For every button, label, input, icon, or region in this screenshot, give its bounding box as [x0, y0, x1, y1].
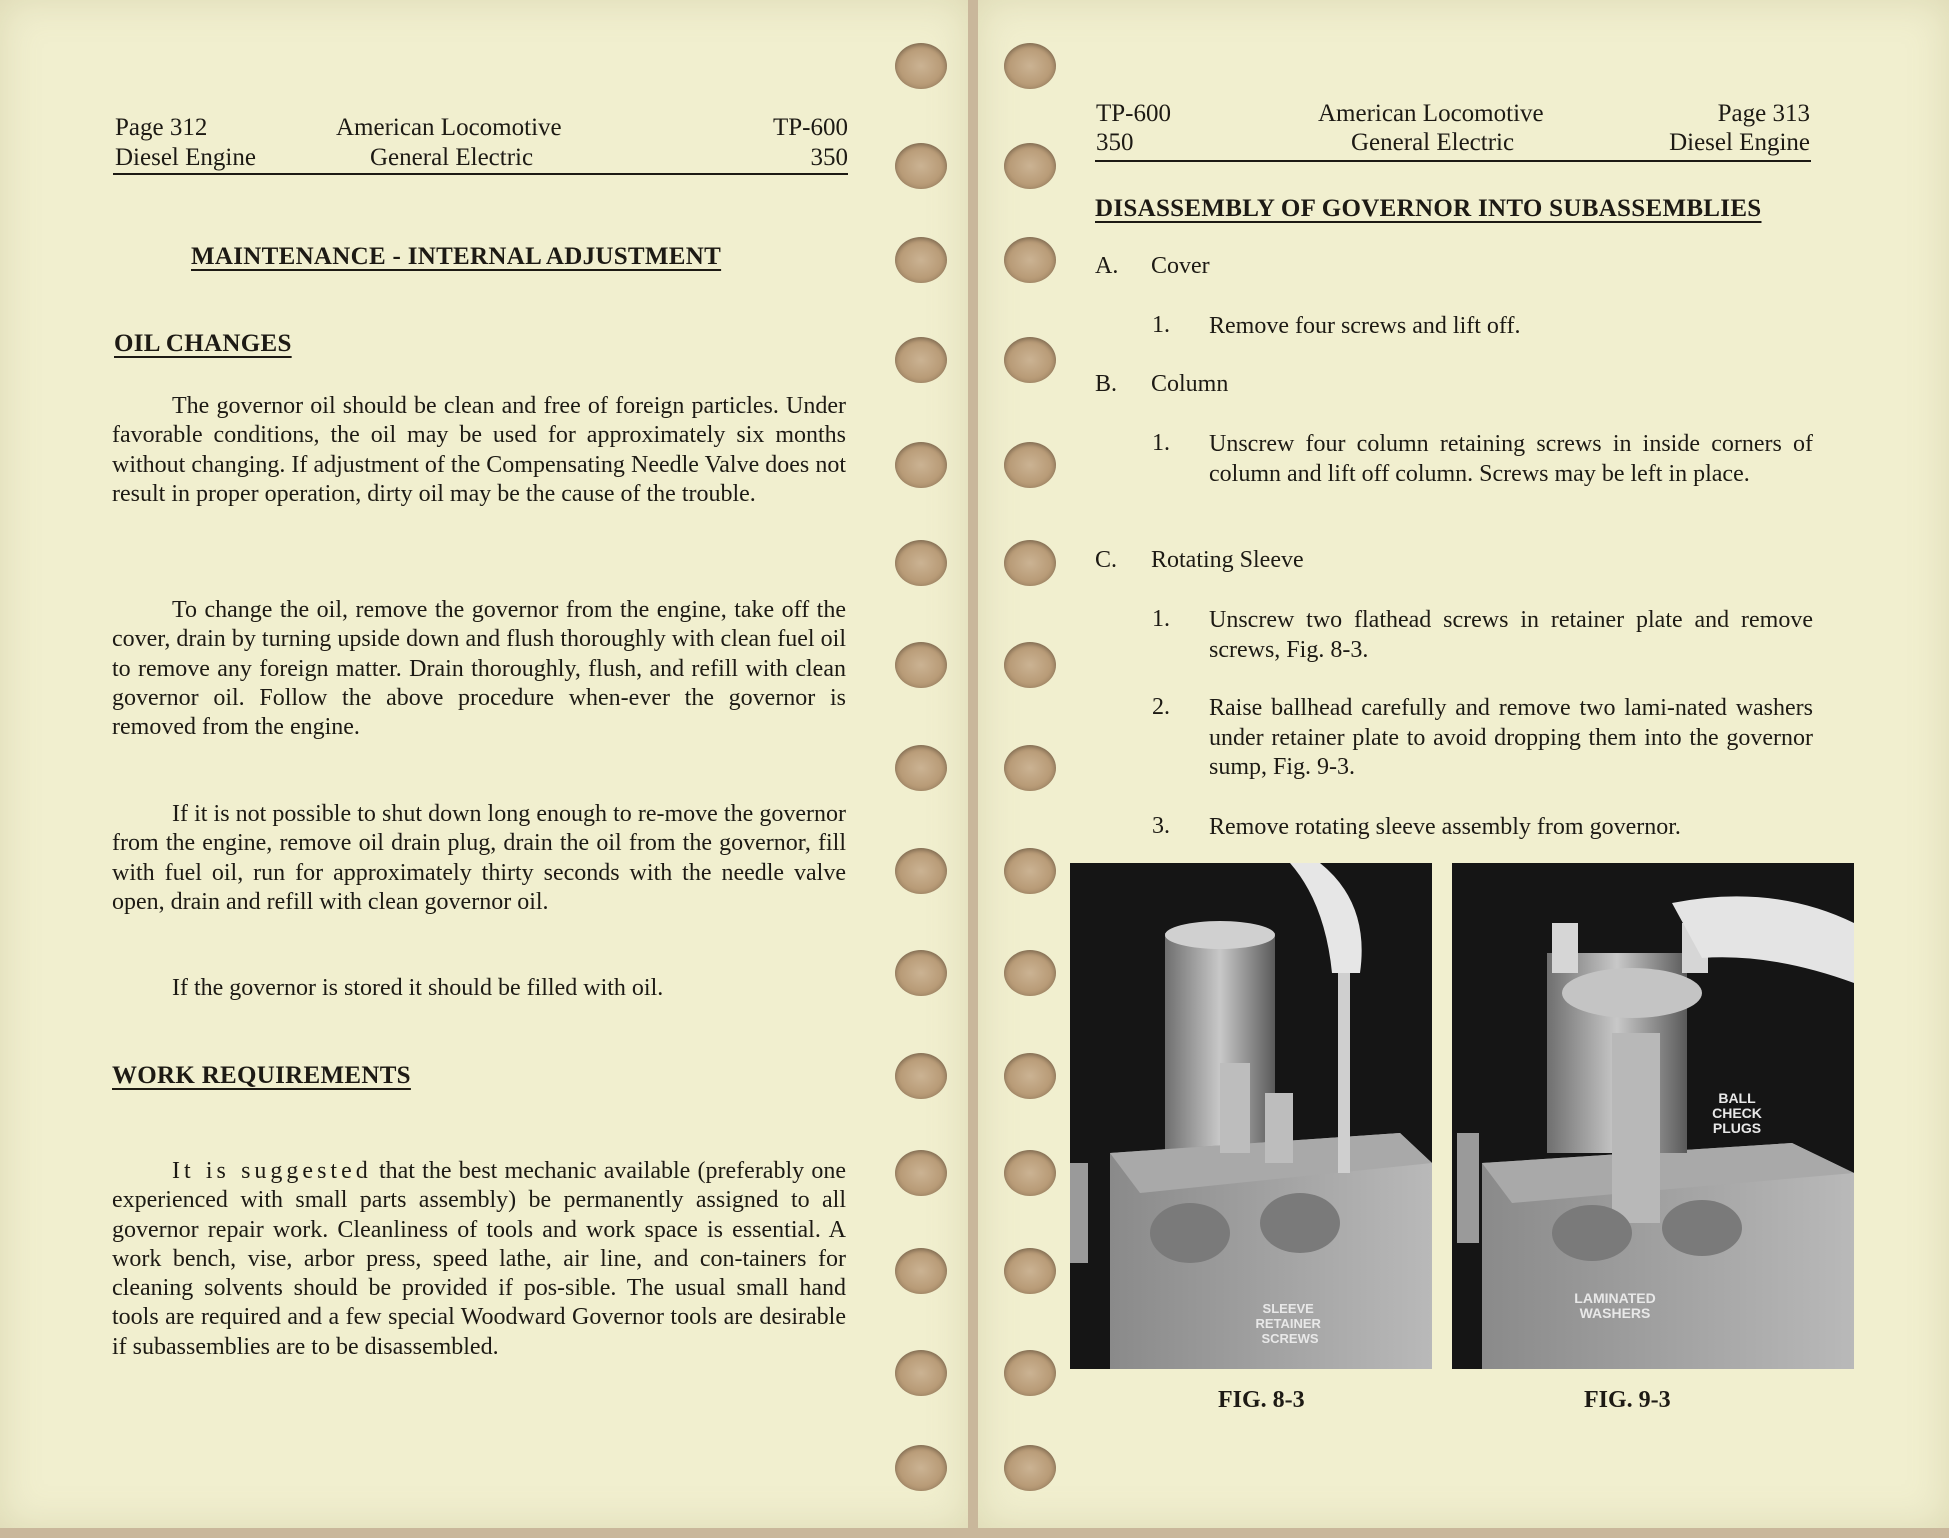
oil-paragraph-3: If it is not possible to shut down long enough to re-move the governor from the engine, remove oil drain plug, drain the oil from the governor, fill with fuel oil, run for approximately thirty seconds with the needle valve open, drain and refill with clean governor oil.: [112, 801, 846, 915]
left-page: [0, 0, 968, 1528]
work-paragraph: [112, 1157, 846, 1362]
binding-hole: [895, 540, 947, 586]
binding-hole: [895, 745, 947, 791]
binding-hole: [895, 43, 947, 89]
c-step-2-num: 2.: [1152, 694, 1170, 720]
oil-paragraph-4: If the governor is stored it should be filled with oil.: [172, 975, 664, 1001]
left-company-line1: American Locomotive: [336, 114, 562, 141]
left-section-title: MAINTENANCE - INTERNAL ADJUSTMENT: [191, 243, 722, 270]
binding-hole: [895, 642, 947, 688]
binding-hole: [895, 1445, 947, 1491]
right-engine-type: Diesel Engine: [1669, 129, 1810, 156]
fig-8-3-label-line1: SLEEVE: [1262, 1301, 1314, 1316]
binding-hole: [1004, 1350, 1056, 1396]
binding-hole: [1004, 337, 1056, 383]
left-model-line1: TP-600: [773, 114, 848, 141]
work-lead-words: It is suggested: [172, 1158, 372, 1184]
binding-hole: [1004, 1150, 1056, 1196]
binding-hole: [1004, 143, 1056, 189]
work-requirements-heading: WORK REQUIREMENTS: [112, 1062, 411, 1089]
binding-hole: [895, 848, 947, 894]
section-a-title: Cover: [1151, 253, 1210, 279]
oil-paragraph-1: The governor oil should be clean and free of foreign particles. Under favorable conditions, the oil may be used for approximately six months without changing. If adjustment of the Compensating Needle Valve does not result in proper operation, dirty oil may be the cause of the trouble.: [112, 393, 846, 507]
work-paragraph-text: that the best mechanic available (preferably one experienced with small parts assembly) be permanently assigned to all governor repair work. Cleanliness of tools and work space is essential. A work bench, vise, arbor press, speed lathe, air line, and con-tainers for cleaning solvents should be provided if pos-sible. The usual small hand tools are required and a few special Woodward Governor tools are desirable if subassemblies are to be disassembled.: [112, 1158, 846, 1360]
section-b-title: Column: [1151, 371, 1229, 397]
left-page-number: Page 312: [115, 114, 208, 141]
section-a-letter: A.: [1095, 253, 1119, 279]
c-step-3-text: Remove rotating sleeve assembly from governor.: [1209, 814, 1681, 840]
binding-hole: [895, 1350, 947, 1396]
fig-9-3-label-top: BALL CHECK PLUGS: [1712, 1090, 1762, 1136]
b-step-1-text: Unscrew four column retaining screws in inside corners of column and lift off column. Screws may be left in place.: [1209, 431, 1813, 487]
left-company-line2: General Electric: [370, 144, 534, 171]
oil-paragraph-2: To change the oil, remove the governor from the engine, take off the cover, drain by turning upside down and flush thoroughly with clean fuel oil to remove any foreign matter. Drain thoroughly, flush, and refill with clean governor oil. Follow the above procedure when-ever the governor is removed from the engine.: [112, 597, 846, 741]
binding-hole: [1004, 745, 1056, 791]
right-company-line2: General Electric: [1351, 129, 1515, 156]
right-page: [978, 0, 1949, 1528]
binding-hole: [1004, 442, 1056, 488]
binding-hole: [1004, 540, 1056, 586]
binding-hole: [1004, 1445, 1056, 1491]
binding-hole: [1004, 950, 1056, 996]
fig-9-3-photo: [1452, 863, 1854, 1369]
section-c-letter: C.: [1095, 547, 1118, 573]
left-engine-type: Diesel Engine: [115, 144, 256, 171]
right-section-title: DISASSEMBLY OF GOVERNOR INTO SUBASSEMBLIES: [1095, 195, 1762, 222]
fig-8-3-label: [1255, 1301, 1324, 1346]
binding-hole: [1004, 43, 1056, 89]
binding-hole: [895, 1053, 947, 1099]
binding-hole: [1004, 642, 1056, 688]
c-step-1-num: 1.: [1152, 606, 1170, 632]
binding-hole: [895, 143, 947, 189]
fig-9-3-label-bottom: LAMINATED WASHERS: [1574, 1290, 1656, 1321]
binding-hole: [1004, 1053, 1056, 1099]
binding-hole: [895, 442, 947, 488]
binding-hole: [1004, 1248, 1056, 1294]
fig-8-3-caption: FIG. 8-3: [1218, 1387, 1305, 1413]
binding-hole: [1004, 848, 1056, 894]
a-step-1-text: Remove four screws and lift off.: [1209, 313, 1521, 339]
section-c-title: Rotating Sleeve: [1151, 547, 1304, 573]
fig-9-3-caption: FIG. 9-3: [1584, 1387, 1671, 1413]
b-step-1-num: 1.: [1152, 430, 1170, 456]
binding-hole: [895, 950, 947, 996]
right-model-line1: TP-600: [1096, 100, 1171, 127]
right-company-line1: American Locomotive: [1318, 100, 1544, 127]
fig-8-3-photo: [1070, 863, 1432, 1369]
binding-hole: [895, 237, 947, 283]
binding-hole: [895, 337, 947, 383]
binding-hole: [1004, 237, 1056, 283]
section-b-letter: B.: [1095, 371, 1118, 397]
c-step-1-text: Unscrew two flathead screws in retainer plate and remove screws, Fig. 8-3.: [1209, 607, 1813, 663]
right-model-line2: 350: [1096, 129, 1134, 156]
fig-8-3-label-line2: RETAINER: [1255, 1316, 1321, 1331]
right-header-rule: [1095, 160, 1811, 162]
right-page-number: Page 313: [1717, 100, 1810, 127]
binding-hole: [895, 1248, 947, 1294]
left-header-rule: [113, 173, 848, 175]
c-step-2-text: Raise ballhead carefully and remove two lami-nated washers under retainer plate to avoid dropping them into the governor sump, Fig. 9-3.: [1209, 695, 1813, 780]
fig-8-3-label-line3: SCREWS: [1261, 1331, 1319, 1346]
oil-changes-heading: OIL CHANGES: [114, 330, 292, 357]
c-step-3-num: 3.: [1152, 813, 1170, 839]
binding-hole: [895, 1150, 947, 1196]
left-model-line2: 350: [810, 144, 848, 171]
a-step-1-num: 1.: [1152, 312, 1170, 338]
